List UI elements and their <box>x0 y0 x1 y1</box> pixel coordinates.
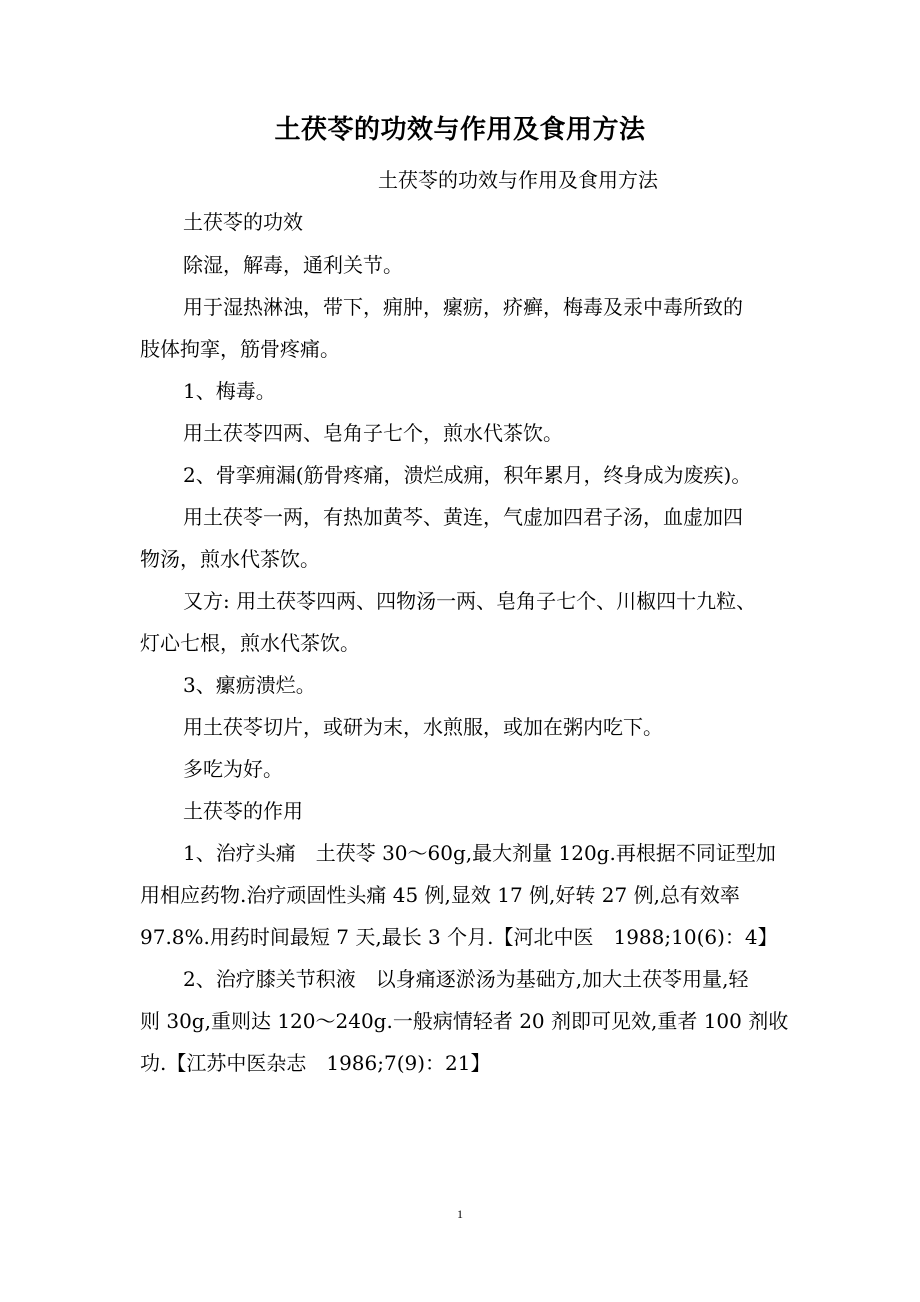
section-heading-efficacy: 土茯苓的功效 <box>183 210 303 234</box>
paragraph: 1、治疗头痛 土茯苓 30～60g,最大剂量 120g.再根据不同证型加 <box>183 841 776 865</box>
paragraph: 2、治疗膝关节积液 以身痛逐淤汤为基础方,加大土茯苓用量,轻 <box>183 967 749 991</box>
list-item-heading: 1、梅毒。 <box>183 379 276 403</box>
paragraph-continuation: 功.【江苏中医杂志 1986;7(9)：21】 <box>140 1051 491 1075</box>
paragraph: 除湿，解毒，通利关节。 <box>183 253 403 277</box>
page-number: 1 <box>457 1207 463 1221</box>
document-subtitle: 土茯苓的功效与作用及食用方法 <box>378 168 658 192</box>
paragraph-continuation: 灯心七根，煎水代茶饮。 <box>140 631 360 655</box>
paragraph-continuation: 则 30g,重则达 120～240g.一般病情轻者 20 剂即可见效,重者 100 剂收 <box>140 1009 789 1033</box>
section-heading-functions: 土茯苓的作用 <box>183 799 303 823</box>
paragraph: 多吃为好。 <box>183 757 283 781</box>
document-title: 土茯苓的功效与作用及食用方法 <box>274 115 646 145</box>
list-item-heading: 2、骨挛痈漏(筋骨疼痛，溃烂成痈，积年累月，终身成为废疾)。 <box>183 463 752 487</box>
list-item-heading: 3、瘰疬溃烂。 <box>183 673 316 697</box>
paragraph-continuation: 物汤，煎水代茶饮。 <box>140 547 320 571</box>
paragraph: 用于湿热淋浊，带下，痈肿，瘰疬，疥癣，梅毒及汞中毒所致的 <box>183 295 743 319</box>
paragraph-continuation: 肢体拘挛，筋骨疼痛。 <box>140 337 340 361</box>
paragraph-continuation: 97.8%.用药时间最短 7 天,最长 3 个月.【河北中医 1988;10(6)：4】 <box>140 925 778 949</box>
paragraph: 用土茯苓切片，或研为末，水煎服，或加在粥内吃下。 <box>183 715 663 739</box>
paragraph: 用土茯苓一两，有热加黄芩、黄连，气虚加四君子汤，血虚加四 <box>183 505 743 529</box>
paragraph-continuation: 用相应药物.治疗顽固性头痛 45 例,显效 17 例,好转 27 例,总有效率 <box>140 883 740 907</box>
paragraph: 又方: 用土茯苓四两、四物汤一两、皂角子七个、川椒四十九粒、 <box>183 589 757 613</box>
paragraph: 用土茯苓四两、皂角子七个，煎水代茶饮。 <box>183 421 563 445</box>
